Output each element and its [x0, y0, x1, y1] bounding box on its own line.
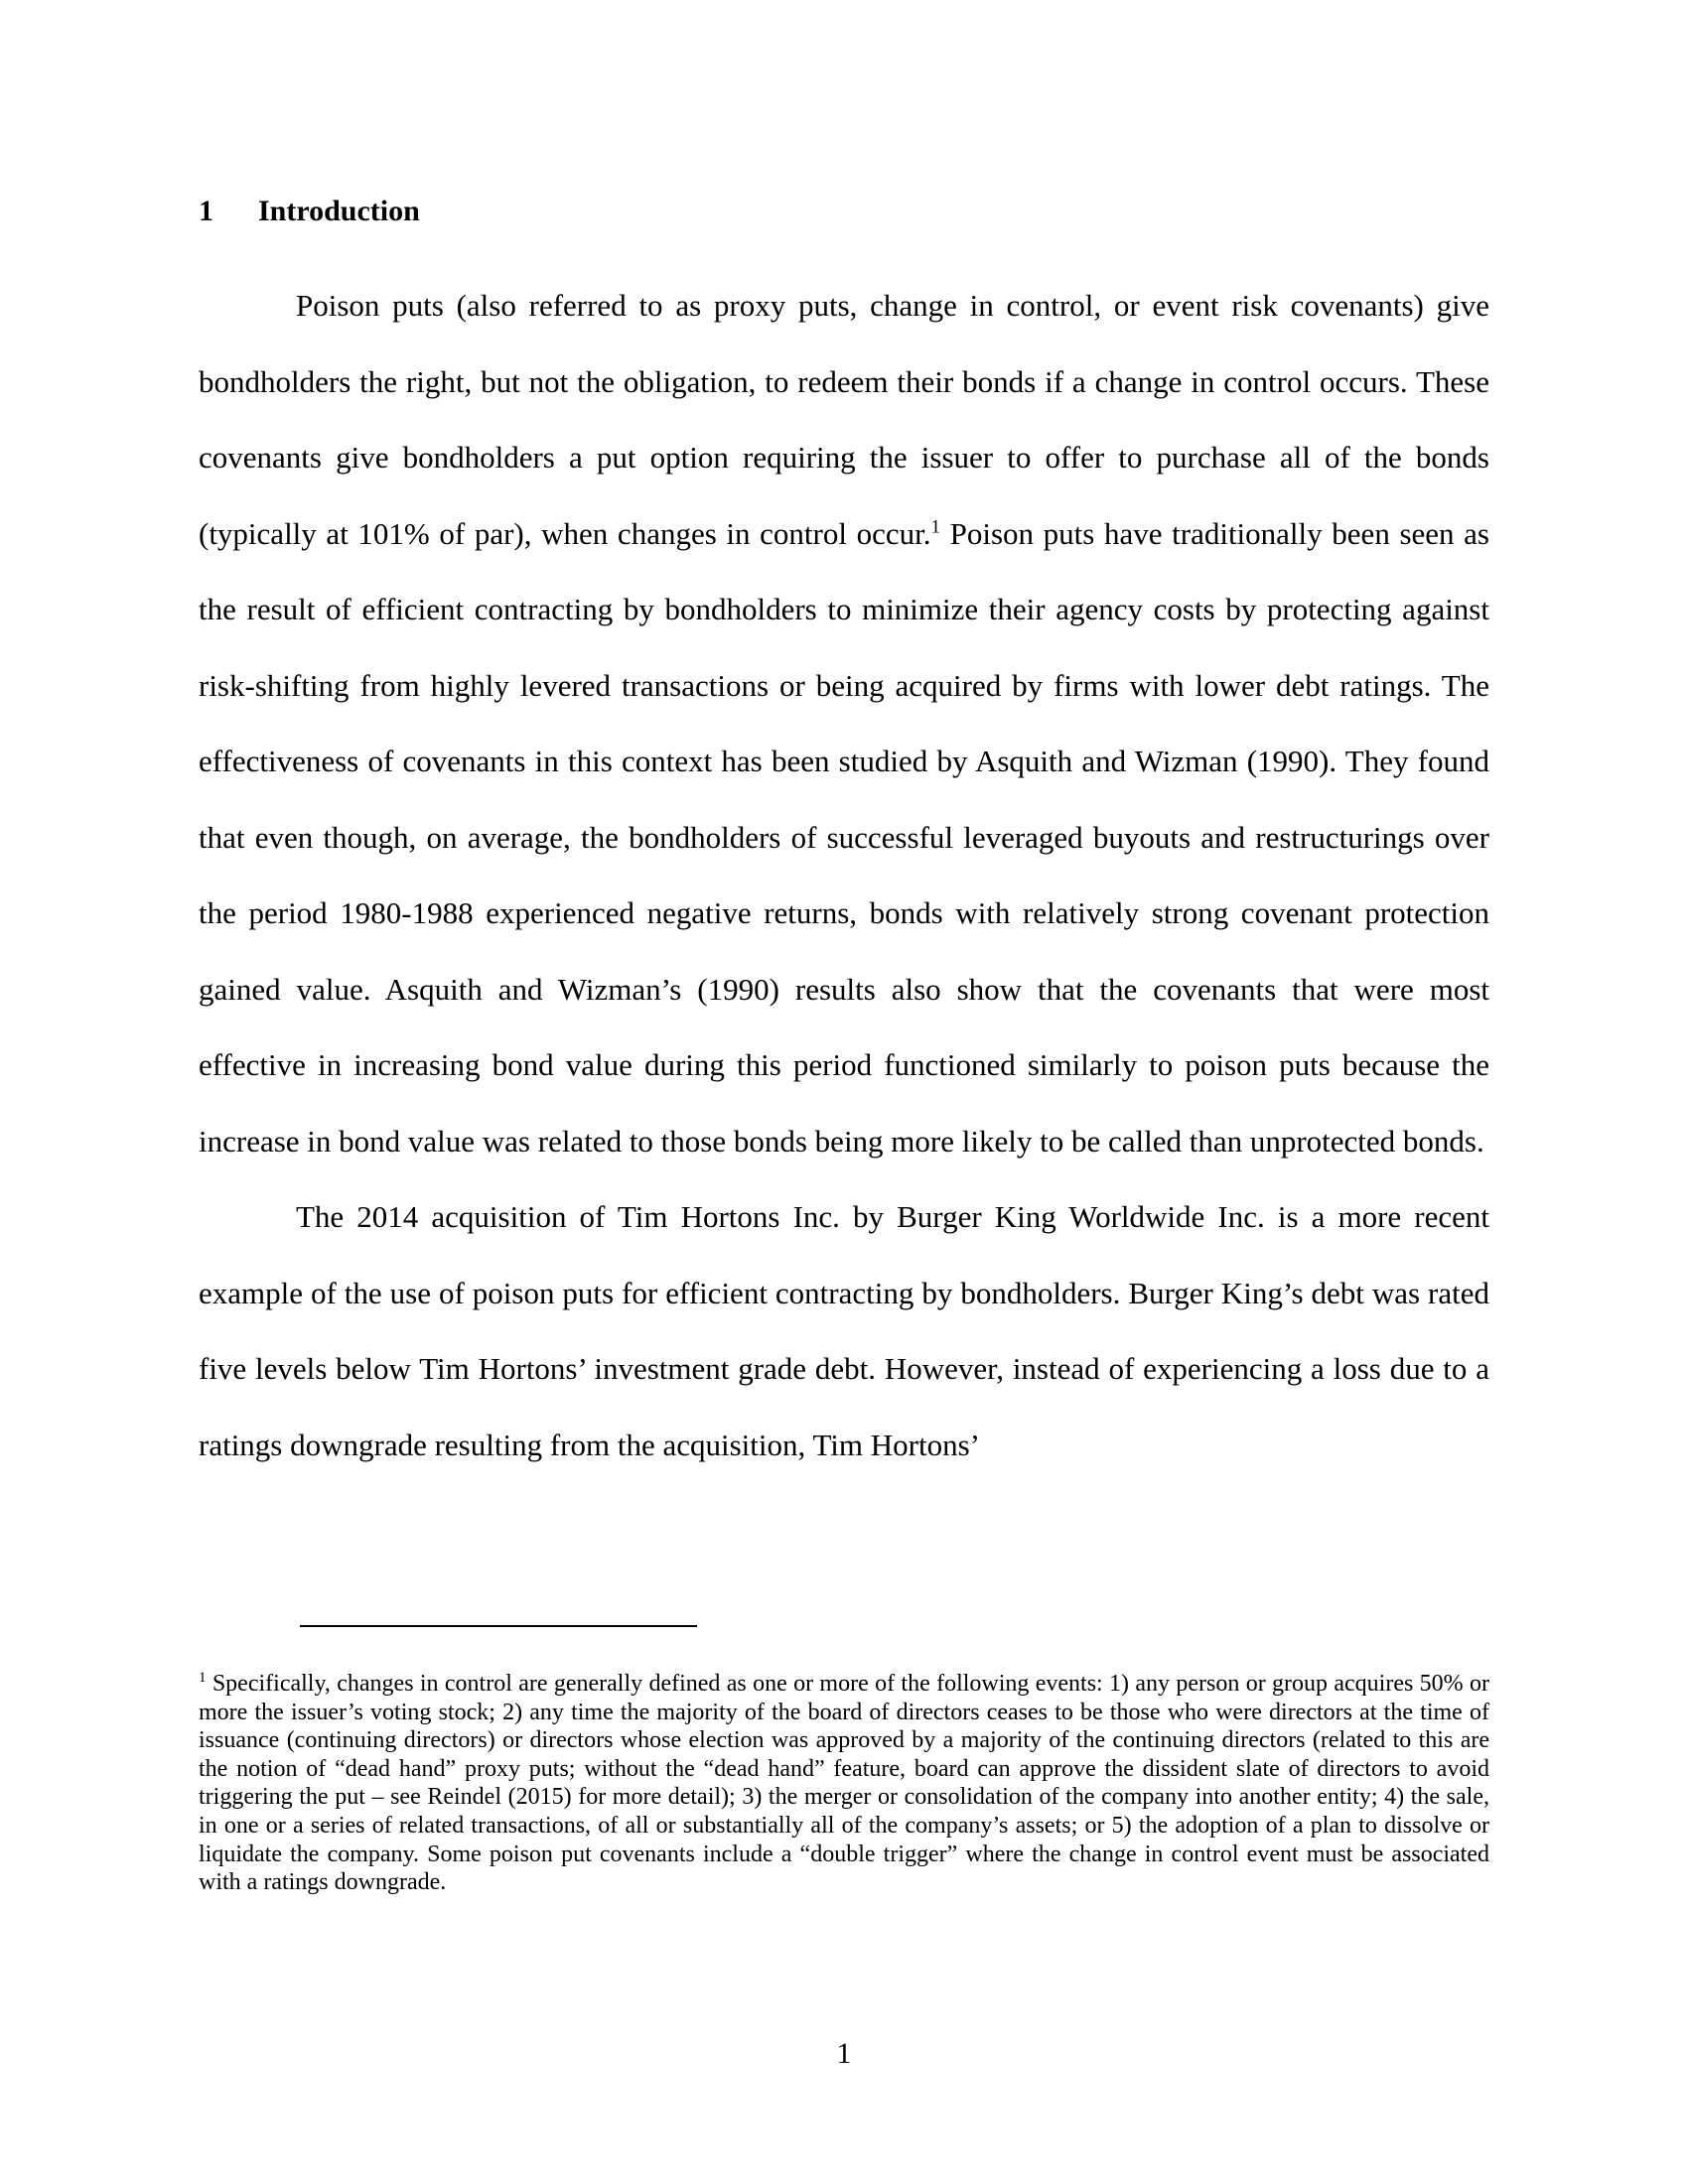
footnote-reference: 1: [930, 516, 940, 538]
footnote-text: Specifically, changes in control are generally defined as one or more of the following events: 1) any person or group acquires 50% or more the issuer’s voting stock; 2) any time the majority of the board of directors ceases to be those who were directors at the time of issuance (continuing directors) or directors whose election was approved by a majority of the continuing directors (related to this are the notion of “dead hand” proxy puts; without the “dead hand” feature, board can approve the dissident slate of directors to avoid triggering the put – see Reindel (2015) for more detail); 3) the merger or consolidation of the company into another entity; 4) the sale, in one or a series of related transactions, of all or substantially all of the company’s assets; or 5) the adoption of a plan to dissolve or liquidate the company. Some poison put covenants include a “double trigger” where the change in control event must be associated with a ratings downgrade.: [199, 1671, 1489, 1896]
footnote: [199, 1670, 1489, 1897]
page-number: 1: [836, 2037, 852, 2070]
section-number: 1: [199, 195, 213, 227]
paragraph-1-text-a: Poison puts (also referred to as proxy puts, change in control, or event risk covenants) give bondholders the right, but not the obligation, to redeem their bonds if a change in control occurs. These covenants give bondholders a put option requiring the issuer to offer to purchase all of the bonds (typically at 101% of par), when changes in control occur.: [199, 288, 1489, 551]
section-title: Introduction: [258, 195, 420, 227]
body-text: [199, 268, 1489, 1483]
footnote-marker: 1: [199, 1670, 207, 1686]
paragraph-2: The 2014 acquisition of Tim Hortons Inc. by Burger King Worldwide Inc. is a more recent example of the use of poison puts for efficient contracting by bondholders. Burger King’s debt was rated five levels below Tim Hortons’ investment grade debt. However, instead of experiencing a loss due to a ratings downgrade resulting from the acquisition, Tim Hortons’: [199, 1199, 1489, 1462]
paragraph-1: [199, 268, 1489, 1179]
footnote-separator: [300, 1625, 697, 1627]
section-heading: [199, 195, 420, 228]
paragraph-1-text-b: Poison puts have traditionally been seen as the result of efficient contracting by bondholders to minimize their agency costs by protecting against risk-shifting from highly levered transactions or being acquired by firms with lower debt ratings. The effectiveness of covenants in this context has been studied by Asquith and Wizman (1990). They found that even though, on average, the bondholders of successful leveraged buyouts and restructurings over the period 1980-1988 experienced negative returns, bonds with relatively strong covenant protection gained value. Asquith and Wizman’s (1990) results also show that the covenants that were most effective in increasing bond value during this period functioned similarly to poison puts because the increase in bond value was related to those bonds being more likely to be called than unprotected bonds.: [199, 515, 1489, 1159]
